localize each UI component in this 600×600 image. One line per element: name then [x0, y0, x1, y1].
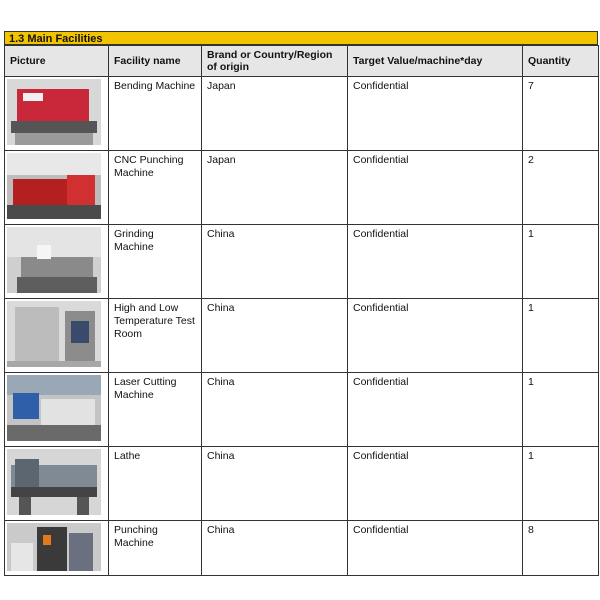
- laser-cutting-machine-photo: [7, 375, 101, 441]
- quantity: 1: [523, 225, 599, 299]
- table-row: [5, 151, 599, 225]
- origin: Japan: [202, 151, 348, 225]
- table-row: [5, 225, 599, 299]
- picture-cell: [5, 225, 109, 299]
- origin: China: [202, 447, 348, 521]
- picture-cell: [5, 373, 109, 447]
- cnc-punching-machine-photo: [7, 153, 101, 219]
- facility-name: CNC Punching Machine: [109, 151, 202, 225]
- picture-cell: [5, 447, 109, 521]
- lathe-photo: [7, 449, 101, 515]
- origin: China: [202, 299, 348, 373]
- quantity: 8: [523, 521, 599, 576]
- facilities-table: [4, 45, 599, 576]
- facility-name: High and Low Temperature Test Room: [109, 299, 202, 373]
- target-value: Confidential: [348, 225, 523, 299]
- facility-name: Lathe: [109, 447, 202, 521]
- quantity: 1: [523, 299, 599, 373]
- origin: China: [202, 373, 348, 447]
- grinding-machine-photo: [7, 227, 101, 293]
- target-value: Confidential: [348, 521, 523, 576]
- header-target-value: Target Value/machine*day: [348, 46, 523, 77]
- quantity: 2: [523, 151, 599, 225]
- punching-machine-photo: [7, 523, 101, 571]
- table-row: [5, 77, 599, 151]
- origin: Japan: [202, 77, 348, 151]
- header-facility-name: Facility name: [109, 46, 202, 77]
- facility-name: Bending Machine: [109, 77, 202, 151]
- facility-name: Grinding Machine: [109, 225, 202, 299]
- target-value: Confidential: [348, 447, 523, 521]
- table-header-row: [5, 46, 599, 77]
- table-row: [5, 373, 599, 447]
- header-quantity: Quantity: [523, 46, 599, 77]
- main-facilities-sheet: [4, 31, 598, 576]
- picture-cell: [5, 299, 109, 373]
- facility-name: Laser Cutting Machine: [109, 373, 202, 447]
- table-row: [5, 299, 599, 373]
- quantity: 1: [523, 373, 599, 447]
- section-title: 1.3 Main Facilities: [4, 31, 598, 45]
- target-value: Confidential: [348, 373, 523, 447]
- origin: China: [202, 521, 348, 576]
- picture-cell: [5, 521, 109, 576]
- quantity: 7: [523, 77, 599, 151]
- target-value: Confidential: [348, 299, 523, 373]
- target-value: Confidential: [348, 77, 523, 151]
- quantity: 1: [523, 447, 599, 521]
- test-room-photo: [7, 301, 101, 367]
- target-value: Confidential: [348, 151, 523, 225]
- table-row: [5, 521, 599, 576]
- table-row: [5, 447, 599, 521]
- facility-name: Punching Machine: [109, 521, 202, 576]
- header-picture: Picture: [5, 46, 109, 77]
- bending-machine-photo: [7, 79, 101, 145]
- picture-cell: [5, 77, 109, 151]
- picture-cell: [5, 151, 109, 225]
- origin: China: [202, 225, 348, 299]
- header-brand-origin: Brand or Country/Region of origin: [202, 46, 348, 77]
